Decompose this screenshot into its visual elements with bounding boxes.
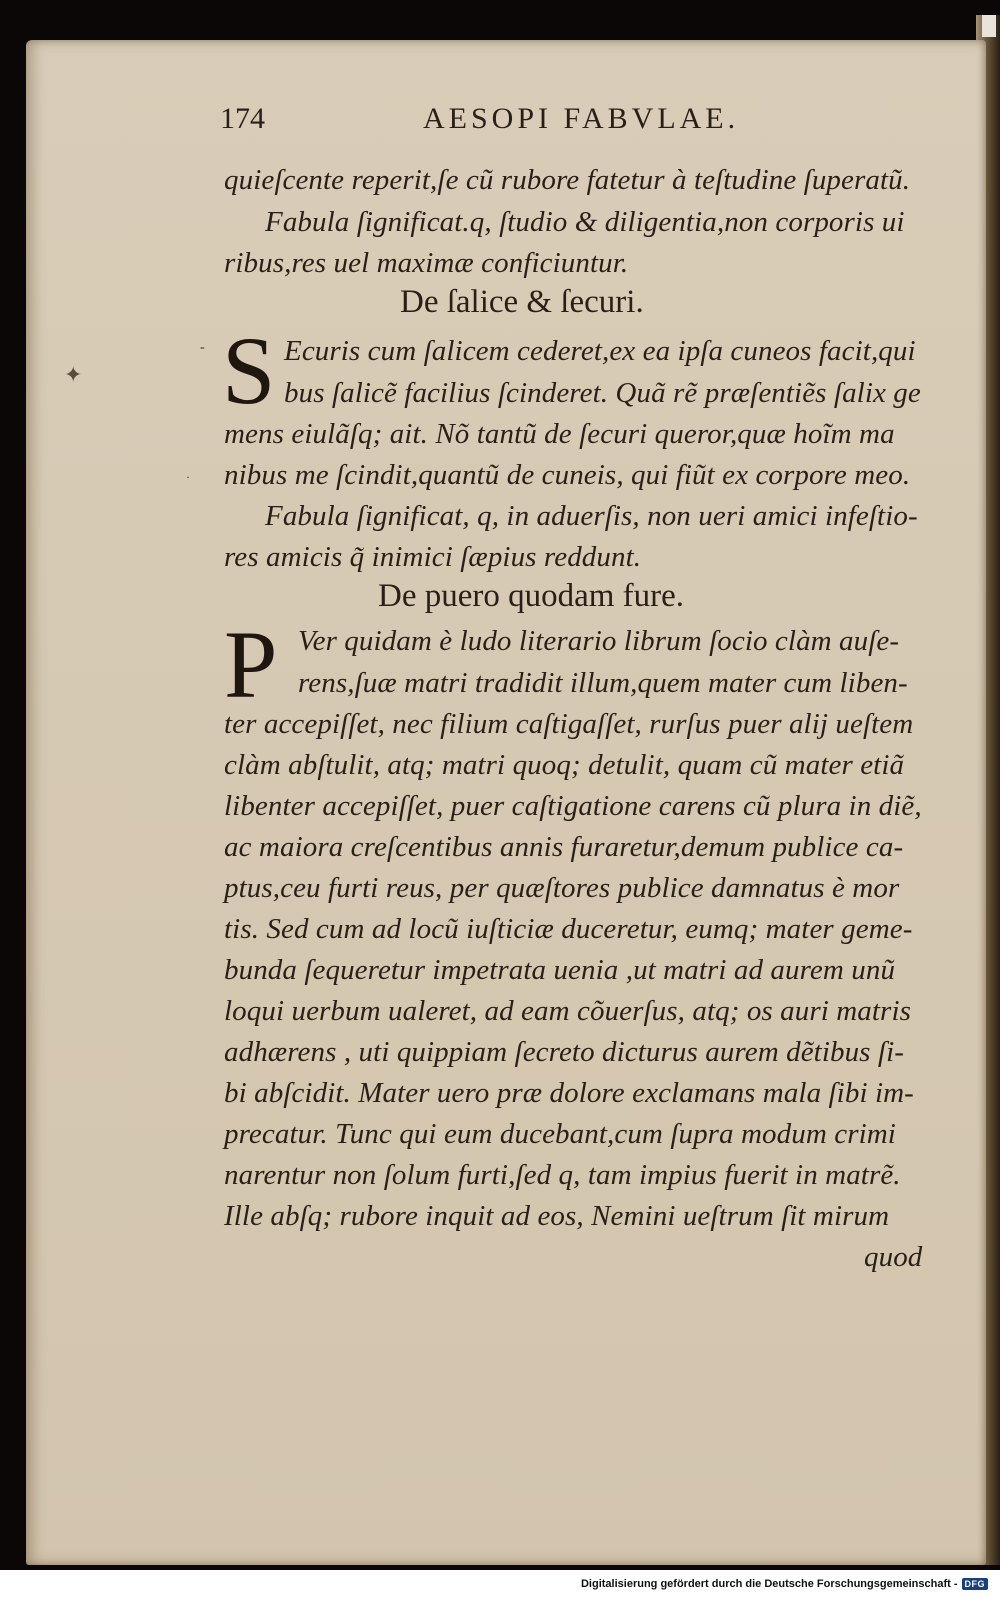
running-title: AESOPI FABVLAE. [423, 102, 740, 135]
text-line: ac maiora creſcentibus annis furaretur,demum publice ca- [224, 831, 904, 863]
dfg-logo: DFG [962, 1578, 989, 1590]
text-line: clàm abſtulit, atq; matri quoq; detulit, quam cũ mater etiã [224, 749, 905, 781]
catchword: quod [864, 1241, 923, 1273]
text-line: narentur non ſolum furti,ſed q, tam impius fuerit in matrẽ. [224, 1159, 901, 1191]
page-number: 174 [220, 102, 265, 135]
text-line: nibus me ſcindit,quantũ de cuneis, qui fiũt ex corpore meo. [224, 459, 911, 491]
text-line: rens,ſuæ matri tradidit illum,quem mater cum liben- [298, 667, 908, 699]
text-line: Fabula ſignificat, q, in aduerſis, non ueri amici infeſtio- [265, 500, 918, 532]
margin-blot: ✦ [64, 362, 83, 387]
footer-credit [579, 1575, 990, 1593]
fable-title-fur: De puero quodam fure. [378, 578, 685, 614]
text-line: Ille abſq; rubore inquit ad eos, Nemini ueſtrum ſit mirum [224, 1200, 890, 1232]
text-line: quieſcente reperit,ſe cũ rubore fatetur à teſtudine ſuperatũ. [224, 164, 911, 196]
text-line: Ecuris cum ſalicem cederet,ex ea ipſa cuneos facit,qui [284, 335, 916, 367]
text-line: res amicis q̃ inimici ſæpius reddunt. [224, 541, 642, 573]
footer-text: Digitalisierung gefördert durch die Deutsche Forschungsgemeinschaft - [580, 1578, 958, 1590]
margin-mark: - [200, 340, 205, 355]
text-line: tis. Sed cum ad locũ iuſticiæ duceretur, eumq; mater geme- [224, 913, 913, 945]
edge-tab [982, 15, 996, 37]
text-line: libenter accepiſſet, puer caſtigatione carens cũ plura in diẽ, [224, 790, 922, 822]
text-line: loqui uerbum ualeret, ad eam cõuerſus, atq; os auri matris [224, 995, 911, 1027]
text-line: adhærens , uti quippiam ſecreto dicturus aurem dẽtibus ſi- [224, 1036, 904, 1068]
fable-title-salix: De ſalice & ſecuri. [400, 284, 644, 320]
text-line: bi abſcidit. Mater uero præ dolore exclamans mala ſibi im- [224, 1077, 914, 1109]
text-line: precatur. Tunc qui eum ducebant,cum ſupra modum crimi [224, 1118, 896, 1150]
text-line: mens eiulãſq; ait. Nõ tantũ de ſecuri queror,quæ hoĩm ma [224, 418, 895, 450]
text-line: ter accepiſſet, nec filium caſtigaſſet, rurſus puer alij ueſtem [224, 708, 914, 740]
text-line: ribus,res uel maximæ conficiuntur. [224, 247, 629, 279]
text-line: Fabula ſignificat.q, ſtudio & diligentia,non corporis ui [265, 206, 905, 238]
text-line: Ver quidam è ludo literario librum ſocio clàm auſe- [298, 625, 900, 657]
text-line: ptus,ceu furti reus, per quæſtores publice damnatus è mor [224, 872, 900, 904]
text-line: bunda ſequeretur impetrata uenia ,ut matri ad aurem unũ [224, 954, 896, 986]
drop-initial-s: S [222, 317, 276, 424]
drop-initial-p: P [224, 611, 278, 718]
text-line: bus ſalicẽ facilius ſcinderet. Quã rẽ præſentiẽs ſalix ge [284, 377, 921, 409]
margin-mark: · [186, 470, 190, 484]
page-header [220, 102, 920, 142]
